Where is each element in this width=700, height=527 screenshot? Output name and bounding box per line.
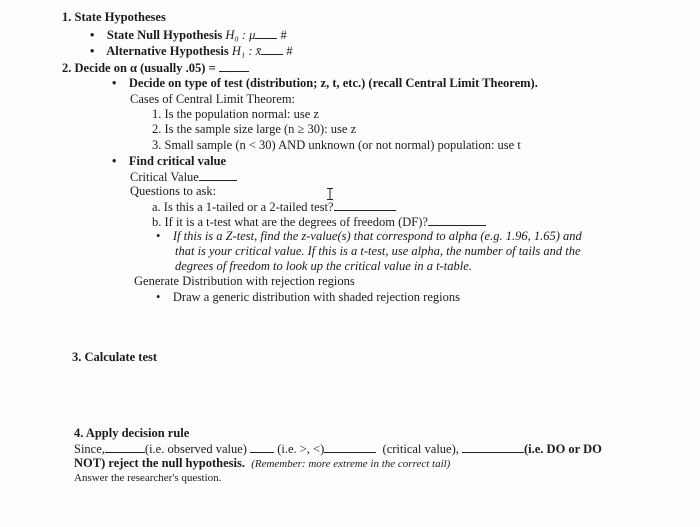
alt-hypothesis-symbol: H₁ : x̄ <box>231 44 262 58</box>
question-a-text: a. Is this a 1-tailed or a 2-tailed test? <box>152 200 334 214</box>
bullet-icon: • <box>112 76 117 90</box>
draw-distribution-line <box>156 290 460 305</box>
answer-question-text: Answer the researcher's question. <box>74 472 222 484</box>
clt-case-2: 2. Is the sample size large (n ≥ 30): use z <box>152 122 357 136</box>
clt-case-1: 1. Is the population normal: use z <box>152 107 319 121</box>
bullet-icon: • <box>156 229 161 243</box>
decision-rule-line-2 <box>74 456 450 472</box>
note-line-1 <box>156 229 582 244</box>
comparison-blank[interactable] <box>250 441 274 453</box>
section-4-heading: 4. Apply decision rule <box>74 426 190 440</box>
critical-value-compare-label: (critical value), <box>382 442 459 456</box>
alt-hypothesis-blank[interactable] <box>261 43 283 55</box>
decision-blank[interactable] <box>462 441 524 453</box>
critical-value-label: Critical Value <box>130 170 199 184</box>
question-b-text: b. If it is a t-test what are the degrees of freedom (DF)? <box>152 215 428 229</box>
generate-distribution-label: Generate Distribution with rejection regions <box>134 274 355 288</box>
observed-value-label: (i.e. observed value) <box>144 442 247 456</box>
find-critical-text: Find critical value <box>128 154 227 168</box>
null-hypothesis-symbol: H₀ : μ <box>225 28 256 42</box>
null-hypothesis-blank[interactable] <box>255 27 277 39</box>
note-text-2: that is your critical value. If this is a t-test, use alpha, the number of tails and the <box>175 244 581 258</box>
critical-value-compare-blank[interactable] <box>324 441 376 453</box>
bullet-icon: • <box>156 290 161 304</box>
alt-hypothesis-label: Alternative Hypothesis <box>106 44 229 58</box>
bullet-icon: • <box>90 44 95 58</box>
alpha-blank[interactable] <box>219 60 249 72</box>
decision-option-label-1: (i.e. DO or DO <box>524 442 602 456</box>
question-b-line <box>152 214 486 230</box>
decide-test-line <box>112 76 538 91</box>
critical-value-blank[interactable] <box>199 169 237 181</box>
draw-distribution-text: Draw a generic distribution with shaded rejection regions <box>172 290 460 304</box>
questions-label: Questions to ask: <box>130 184 217 198</box>
null-hypothesis-line <box>90 27 287 43</box>
bullet-icon: • <box>90 28 95 42</box>
clt-intro: Cases of Central Limit Theorem: <box>130 92 296 106</box>
clt-case-3: 3. Small sample (n < 30) AND unknown (or not normal) population: use t <box>152 138 521 152</box>
observed-value-blank[interactable] <box>105 441 145 453</box>
section-2-line <box>62 60 249 76</box>
section-2-heading: 2. Decide on α (usually .05) = <box>62 61 216 75</box>
bullet-icon: • <box>112 154 117 168</box>
decision-rule-line-1 <box>74 441 602 457</box>
null-hypothesis-hash: # <box>280 28 287 42</box>
alt-hypothesis-hash: # <box>286 44 293 58</box>
decide-test-text: Decide on type of test (distribution; z, t, etc.) (recall Central Limit Theorem). <box>128 76 538 90</box>
find-critical-line <box>112 154 226 169</box>
comparison-label: (i.e. >, <) <box>277 442 325 456</box>
remember-note: (Remember: more extreme in the correct tail) <box>251 458 451 470</box>
decision-option-label-2: NOT) reject the null hypothesis. <box>74 456 245 470</box>
question-a-blank[interactable] <box>334 199 396 211</box>
null-hypothesis-label: State Null Hypothesis <box>106 28 223 42</box>
critical-value-line <box>130 169 237 185</box>
question-b-blank[interactable] <box>428 214 486 226</box>
section-1-heading: 1. State Hypotheses <box>62 10 166 24</box>
question-a-line <box>152 199 396 215</box>
note-text-3: degrees of freedom to look up the critical value in a t-table. <box>175 259 472 273</box>
note-text-1: If this is a Z-test, find the z-value(s) that correspond to alpha (e.g. 1.96, 1.65) and <box>172 229 582 243</box>
alt-hypothesis-line <box>90 43 293 59</box>
text-cursor-icon <box>326 188 334 200</box>
section-3-heading: 3. Calculate test <box>72 350 158 364</box>
since-text: Since, <box>74 442 105 456</box>
